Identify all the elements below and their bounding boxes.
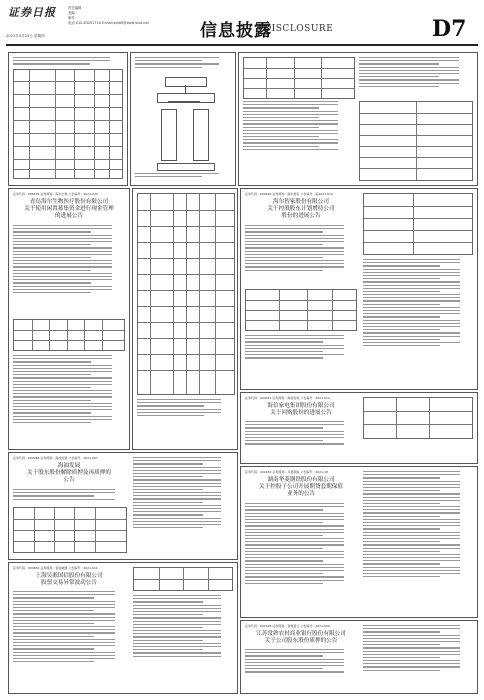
announcement-meta: 证券代码：600830 证券简称：香溢融通 公告编号：2021-011 — [13, 566, 98, 570]
body-text — [245, 421, 357, 447]
body-text — [363, 259, 473, 348]
announcement-hisense — [240, 392, 478, 464]
announcement-haier-smart-home — [240, 188, 478, 390]
body-text — [245, 225, 357, 273]
announcement-continued-left — [8, 52, 128, 186]
data-table — [13, 69, 123, 179]
body-text — [245, 503, 357, 586]
data-table — [133, 567, 233, 591]
announcement-title: 上海吴淞国信股份有限公司 股票交易异常波动公告 — [35, 573, 103, 586]
diagram-connector — [185, 85, 186, 93]
editor-line: 责任编辑 · — [68, 6, 84, 10]
announcement-table-middle — [132, 188, 238, 450]
data-table — [13, 507, 127, 553]
issue-date: 2021年3月25日 星期四 — [6, 34, 45, 38]
announcement-meta: 证券代码：601128 证券简称：常熟银行 公告编号：2021-009 — [245, 624, 330, 628]
announcement-continued-right — [238, 52, 478, 186]
body-text — [133, 457, 233, 530]
data-table — [245, 289, 357, 331]
body-text — [245, 335, 357, 361]
body-text — [359, 57, 473, 89]
announcement-meta: 证券代码：600690 证券简称：海尔智家 公告编号：临2021-019 — [245, 192, 333, 196]
body-text — [137, 399, 233, 418]
data-table — [363, 193, 473, 255]
masthead-rule — [6, 44, 478, 46]
announcement-hunan-valin — [240, 466, 478, 618]
editor-info — [68, 6, 149, 26]
body-text — [135, 57, 231, 70]
announcement-meta: 证券代码：000921 证券简称：海信家电 公告编号：2021-014 — [245, 396, 330, 400]
data-table — [13, 319, 125, 351]
newspaper-logo: 证券日报 — [8, 6, 56, 19]
editor-line: 美编 · — [68, 11, 77, 15]
diagram-node — [193, 109, 209, 161]
body-text — [245, 649, 357, 675]
editor-line: 制作 · — [68, 16, 77, 20]
section-title: 信息披露 — [200, 21, 272, 41]
announcement-cnooc-energy — [8, 452, 238, 560]
body-text — [13, 489, 129, 502]
announcement-meta: 证券代码：688139 证券简称：海尔生物 公告编号：2021-020 — [13, 192, 98, 196]
announcement-wusong-guoxin — [8, 562, 238, 694]
body-text — [13, 57, 123, 67]
diagram-connector — [168, 101, 200, 102]
body-text — [13, 225, 125, 295]
data-table — [359, 101, 473, 181]
announcement-diagram — [130, 52, 236, 186]
masthead — [0, 0, 484, 44]
diagram-node — [161, 109, 177, 161]
editor-line: 电话 010-83251716 E-mail:zqrb9@zqrb.sina.net — [68, 21, 149, 25]
body-text — [363, 625, 473, 673]
section-title-en: DISCLOSURE — [264, 24, 334, 34]
body-text — [13, 355, 125, 425]
data-table — [243, 57, 355, 99]
data-table — [363, 397, 473, 439]
diagram-node — [157, 163, 215, 171]
data-table — [137, 193, 235, 395]
page-number: D7 — [432, 16, 467, 42]
announcement-title: 湖南华菱钢铁股份有限公司 关于控股子公司开展期货套期保值 业务的公告 — [259, 477, 343, 497]
body-text — [133, 595, 233, 659]
announcement-title: 江苏常熟农村商业银行股份有限公司 关于公司股东股份质押的公告 — [256, 631, 346, 644]
announcement-title: 海油发展 关于股东股份解除质押及再质押的 公告 — [27, 463, 111, 483]
body-text — [363, 471, 473, 579]
announcement-haier-biomedical — [8, 188, 130, 450]
body-text — [243, 101, 351, 152]
body-text — [135, 173, 231, 179]
announcement-title: 海信家电集团股份有限公司 关于回购股份的进展公告 — [267, 403, 335, 416]
announcement-title: 青岛海尔生物医疗股份有限公司 关于使用闲置募集资金进行现金管理 的进展公告 — [24, 199, 114, 219]
diagram-node — [165, 77, 207, 87]
announcement-meta: 证券代码：000932 证券简称：华菱钢铁 公告编号：2021-18 — [245, 470, 328, 474]
body-text — [13, 591, 129, 664]
announcement-title: 海尔智家股份有限公司 关于控股股东计划增持公司 股份的进展公告 — [267, 199, 335, 219]
announcement-changshu-bank — [240, 620, 478, 694]
announcement-meta: 证券代码：600968 证券简称：海油发展 公告编号：2021-007 — [13, 456, 98, 460]
